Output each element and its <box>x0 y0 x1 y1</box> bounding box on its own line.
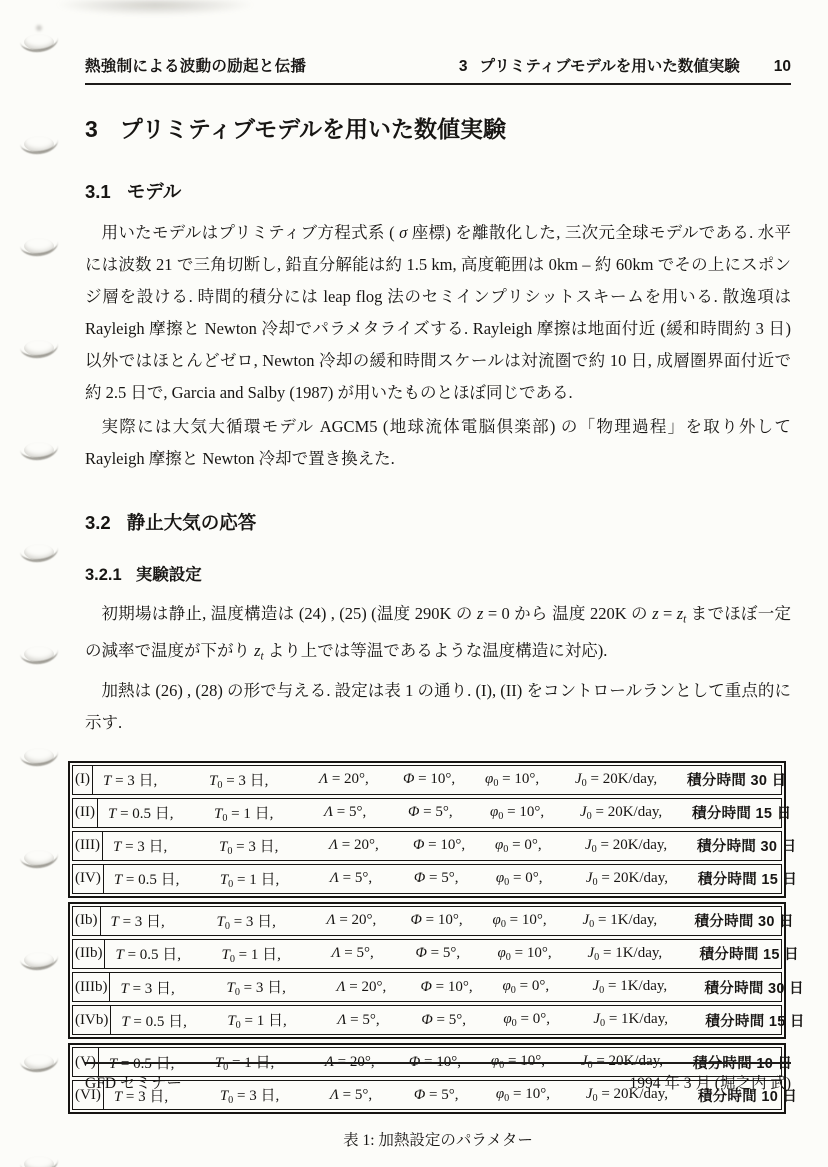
math-var: J <box>584 836 592 853</box>
param-value: = 20K/day, <box>596 836 668 853</box>
table-group <box>68 902 805 1039</box>
math-var: Φ <box>413 1086 426 1103</box>
param-value: = 10°, <box>421 912 463 929</box>
math-subscript: 0 <box>498 810 504 822</box>
math-subscript: 0 <box>592 1093 598 1105</box>
math-var: Λ <box>329 1086 339 1103</box>
math-var: J <box>593 1011 600 1028</box>
math-subscript: 0 <box>504 876 510 888</box>
param-value: = 0°, <box>515 978 550 994</box>
subsection-number: 3.1 <box>85 181 111 202</box>
param-value: = 20K/day, <box>597 1086 668 1103</box>
param-cell <box>503 1011 593 1029</box>
math-var: Φ <box>410 912 422 929</box>
integration-time: 積分時間 15 日 <box>697 872 798 889</box>
math-subscript: 0 <box>510 985 516 997</box>
row-content <box>104 865 805 893</box>
section-number: 3 <box>85 116 98 142</box>
param-value: = 20°, <box>328 771 369 788</box>
page-footer <box>85 1062 791 1093</box>
param-cell <box>408 804 490 821</box>
table-row <box>72 864 798 894</box>
math-var: z <box>477 604 484 623</box>
math-var: J <box>592 978 600 994</box>
param-cell <box>217 910 327 932</box>
param-value: = 20°, <box>338 837 379 854</box>
param-cell <box>115 943 221 964</box>
math-var: φ <box>495 1086 505 1103</box>
param-value: = 5°, <box>419 804 453 821</box>
math-subscript: 0 <box>493 777 499 789</box>
table-row <box>72 831 797 861</box>
math-var: J <box>585 1086 593 1103</box>
body-paragraph-model-2: 実際には大気大循環モデル AGCM5 (地球流体電脳倶楽部) の「物理過程」を取り外して Rayleigh 摩擦と Newton 冷却で置き換えた. <box>85 417 791 468</box>
math-subscript: 0 <box>599 985 605 997</box>
math-var: J <box>575 770 582 787</box>
math-var: T <box>216 913 225 930</box>
math-var: T <box>107 806 117 823</box>
param-value: = 10°, <box>414 771 456 788</box>
math-var: T <box>120 980 129 997</box>
param-cell <box>575 771 687 789</box>
running-header <box>85 0 791 76</box>
math-var: φ <box>485 770 494 787</box>
table-group <box>68 761 798 898</box>
param-cell <box>490 804 580 822</box>
subsection-heading-response <box>85 509 791 535</box>
math-subscript: 0 <box>222 812 228 824</box>
math-var: z <box>254 641 261 661</box>
param-value: = 5°, <box>338 1086 373 1103</box>
math-subscript: 0 <box>499 1060 505 1072</box>
math-var: J <box>587 944 595 961</box>
param-cell <box>209 769 319 791</box>
math-var: z <box>676 604 684 623</box>
math-var: T <box>218 838 228 855</box>
param-value: = 3 日, <box>229 913 276 930</box>
math-var: T <box>103 773 112 790</box>
param-value: = 5°, <box>425 1086 459 1103</box>
integration-time: 積分時間 30 日 <box>704 980 804 997</box>
page-number: 10 <box>773 58 791 75</box>
row-label: (Ib) <box>73 907 101 935</box>
running-section-title: プリミティブモデルを用いた数値実験 <box>479 58 740 75</box>
param-cell <box>220 868 330 890</box>
row-label: (IIIb) <box>73 973 110 1001</box>
param-value: = 20°, <box>333 1053 375 1070</box>
subsection-title: モデル <box>126 181 182 202</box>
math-var: Λ <box>329 870 339 887</box>
param-cell <box>111 910 217 931</box>
math-subscript: 0 <box>224 920 230 932</box>
param-value: = 0°, <box>508 836 542 853</box>
math-var: Φ <box>413 870 426 887</box>
param-value: = 20°, <box>335 912 377 929</box>
param-value: = 0.5 日, <box>116 806 174 823</box>
body-paragraph-setting-2: 加熱は (26) , (28) の形で与える. 設定は表 1 の通り. (I), (II) をコントロールランとして重点的に示す. <box>85 680 791 732</box>
param-value: = 10°, <box>424 837 466 854</box>
integration-time: 積分時間 30 日 <box>687 773 787 790</box>
math-var: T <box>226 980 235 996</box>
math-var: Λ <box>323 804 334 821</box>
math-var: T <box>219 1088 229 1105</box>
math-var: T <box>227 1013 236 1030</box>
math-var: Φ <box>415 945 427 962</box>
math-var: T <box>221 946 230 963</box>
param-cell <box>403 771 485 788</box>
math-var: T <box>209 772 218 789</box>
math-var: Φ <box>420 978 432 995</box>
param-value: = 1 日, <box>240 1013 287 1030</box>
math-subscript: 0 <box>503 843 509 855</box>
page-content <box>75 0 805 1150</box>
math-subscript: 0 <box>229 954 235 965</box>
param-value: = 1K/day, <box>599 944 663 961</box>
binding-hole <box>20 334 58 358</box>
math-var: Λ <box>331 945 341 962</box>
binding-hole <box>20 232 58 256</box>
param-cell <box>120 977 226 998</box>
param-value: = 10°, <box>431 978 473 995</box>
math-var: Λ <box>328 837 339 854</box>
param-cell <box>226 976 336 998</box>
param-cell <box>108 802 214 823</box>
param-value: = 10°, <box>510 944 552 961</box>
math-var: Φ <box>408 1053 421 1070</box>
binding-hole <box>20 640 58 664</box>
param-value: = 3 日, <box>122 1088 169 1105</box>
math-var: T <box>108 1055 118 1072</box>
param-value: = 10°, <box>420 1053 461 1070</box>
param-cell <box>583 912 695 930</box>
param-cell <box>502 978 592 996</box>
math-var: T <box>214 1055 224 1072</box>
section-title: プリミティブモデルを用いた数値実験 <box>119 116 506 142</box>
param-cell <box>113 835 219 856</box>
param-cell <box>413 837 495 854</box>
math-subscript: 0 <box>500 918 506 930</box>
param-value: = 20°, <box>345 978 387 995</box>
running-title-left: 熱強制による波動の励起と伝播 <box>85 58 307 75</box>
binding-hole <box>20 742 58 766</box>
row-label: (IV) <box>73 865 104 893</box>
param-value: = 3 日, <box>111 773 158 790</box>
math-subscript: 0 <box>586 810 592 822</box>
param-value: = 10°, <box>498 770 540 787</box>
param-value: = 10°, <box>505 911 547 928</box>
param-value: = 10°, <box>509 1086 550 1103</box>
param-value: = 3 日, <box>239 980 286 996</box>
math-subscript: 0 <box>504 1093 510 1105</box>
param-cell <box>327 912 411 929</box>
math-subscript: 0 <box>592 876 598 888</box>
param-value: = 1 日, <box>228 1055 275 1072</box>
math-var: σ <box>399 223 408 242</box>
math-var: J <box>582 911 590 928</box>
param-value: = 1K/day, <box>604 978 668 994</box>
running-section-number: 3 <box>458 58 468 75</box>
param-cell <box>330 870 414 887</box>
param-value: = 5°, <box>432 1011 466 1028</box>
math-var: T <box>213 805 223 822</box>
table-row <box>72 765 787 795</box>
math-var: T <box>219 871 229 888</box>
param-value: = 1 日, <box>233 871 280 888</box>
math-subscript: 0 <box>591 843 597 855</box>
param-value: = 3 日, <box>128 980 175 997</box>
table-row <box>72 1005 805 1035</box>
param-value: = 20K/day, <box>586 770 658 787</box>
param-value: = 3 日, <box>233 1088 280 1105</box>
binding-hole <box>20 28 58 52</box>
math-subscript: 0 <box>235 1020 241 1032</box>
math-var: φ <box>502 978 511 994</box>
param-value: = 1 日, <box>227 805 274 822</box>
param-cell <box>593 1011 705 1029</box>
integration-time: 積分時間 10 日 <box>692 1055 793 1072</box>
binding-hole <box>20 1048 58 1072</box>
param-cell <box>331 945 415 962</box>
math-var: z <box>652 604 659 623</box>
subsection-heading-model <box>85 178 791 204</box>
param-cell <box>415 945 497 962</box>
param-cell <box>319 771 403 788</box>
param-value: = 3 日, <box>222 772 269 789</box>
param-cell <box>580 804 692 822</box>
math-subscript: 0 <box>511 1018 517 1030</box>
subsection-title: 静止大気の応答 <box>126 512 257 533</box>
math-var: Λ <box>319 771 329 788</box>
param-cell <box>421 1012 503 1029</box>
param-cell <box>496 870 586 888</box>
math-subscript: 0 <box>594 952 600 963</box>
math-subscript: 0 <box>600 1018 606 1030</box>
math-subscript: 0 <box>505 952 511 963</box>
math-var: φ <box>492 911 501 928</box>
binding-hole <box>20 946 58 970</box>
integration-time: 積分時間 30 日 <box>694 914 794 931</box>
row-content <box>103 832 804 860</box>
row-content <box>110 973 811 1001</box>
param-value: = 5°, <box>340 945 374 962</box>
param-cell <box>337 1012 421 1029</box>
body-paragraph-model-1: 用いたモデルはプリミティブ方程式系 ( σ 座標) を離散化した, 三次元全球モデルである. 水平には波数 21 で三角切断し, 鉛直分解能は約 1.5 km, 高度範囲は 0km – 約 60km でその上にスポンジ層を設ける. 時間的積分には leap flog 法のセミインプリシットスキームを用いる. 散逸項は Rayleigh 摩擦と Newton 冷却でパラメタライズする. Rayleigh 摩擦は地面付近 (緩和時間約 3 日) 以外ではほとんどゼロ, Newton 冷却の緩和時間スケールは対流圏で約 10 日, 成層圏界面付近で約 2.5 日で, Garcia and Salby (1987) が用いたものとほぼ同じである. <box>85 223 791 402</box>
math-var: Λ <box>326 912 336 929</box>
param-cell <box>493 912 583 930</box>
math-var: T <box>112 839 122 856</box>
math-var: φ <box>495 869 505 886</box>
param-value: = 20K/day, <box>591 803 663 820</box>
param-value: = 0.5 日, <box>129 1013 187 1030</box>
row-label: (VI) <box>73 1081 104 1109</box>
param-cell <box>324 804 408 821</box>
param-value: = 5°, <box>426 945 461 962</box>
math-var: φ <box>489 803 499 820</box>
param-cell <box>214 802 324 824</box>
binding-hole <box>20 538 58 562</box>
table-row <box>72 906 794 936</box>
math-subscript: 0 <box>227 845 233 857</box>
param-value: = 5°, <box>338 870 373 887</box>
math-subscript: 0 <box>228 1095 234 1107</box>
table-row <box>72 972 804 1002</box>
param-cell <box>495 837 585 855</box>
param-cell <box>497 945 587 963</box>
row-label: (V) <box>73 1048 99 1076</box>
param-cell <box>103 769 209 790</box>
math-subscript: t <box>260 650 264 663</box>
row-content <box>101 907 802 935</box>
param-cell <box>336 979 420 996</box>
integration-time: 積分時間 30 日 <box>696 839 797 856</box>
param-cell <box>411 912 493 929</box>
integration-time: 積分時間 15 日 <box>699 947 799 964</box>
param-cell <box>219 835 329 857</box>
param-value: = 0°, <box>516 1011 550 1028</box>
param-value: = 10°, <box>503 803 545 820</box>
math-subscript: 0 <box>228 878 234 890</box>
body-paragraph-setting-1: 初期場は静止, 温度構造は (24) , (25) (温度 290K の z = 0 から 温度 220K の $z = z_t$ までほぼ一定の減率で温度が下がり $z_t$ より上では等温であるような温度構造に対応). <box>85 604 791 663</box>
param-value: = 20K/day, <box>592 1053 663 1070</box>
param-cell <box>121 1010 227 1031</box>
subsubsection-title: 実験設定 <box>135 566 202 584</box>
param-value: = 1 日, <box>234 946 281 963</box>
math-var: Λ <box>324 1053 334 1070</box>
math-var: T <box>115 947 124 964</box>
param-value: = 20K/day, <box>597 869 668 886</box>
math-var: φ <box>494 836 504 853</box>
footer-right: 1994 年 3 月 (堀之内 武) <box>629 1075 791 1092</box>
param-cell <box>485 771 575 789</box>
math-subscript: 0 <box>589 918 595 930</box>
binding-hole <box>20 436 58 460</box>
param-value: = 0.5 日, <box>117 1055 175 1072</box>
param-value: = 0.5 日, <box>123 947 182 964</box>
param-value: = 3 日, <box>232 838 279 855</box>
math-var: J <box>579 803 587 820</box>
table-row <box>72 798 792 828</box>
math-var: J <box>585 869 593 886</box>
param-cell <box>227 1009 337 1031</box>
math-var: Φ <box>403 771 415 788</box>
math-var: T <box>121 1013 130 1030</box>
subsubsection-number: 3.2.1 <box>85 566 122 584</box>
param-cell <box>592 978 704 996</box>
param-value: = 0.5 日, <box>122 872 180 889</box>
param-value: = 5°, <box>425 870 459 887</box>
param-value: = 3 日, <box>121 839 168 856</box>
param-cell <box>114 868 220 889</box>
param-cell <box>329 837 413 854</box>
math-var: T <box>113 1088 123 1105</box>
running-title-right <box>459 54 791 76</box>
row-label: (III) <box>73 832 103 860</box>
param-cell <box>420 979 502 996</box>
integration-time: 積分時間 15 日 <box>691 806 792 823</box>
math-subscript: t <box>683 613 687 626</box>
footer-left: GFD セミナー <box>85 1075 182 1092</box>
integration-time: 積分時間 10 日 <box>697 1088 798 1105</box>
param-value: = 1K/day, <box>594 911 658 928</box>
param-cell <box>414 870 496 887</box>
section-heading <box>85 111 791 144</box>
math-var: φ <box>490 1053 500 1070</box>
header-rule <box>85 83 791 85</box>
subsubsection-heading-setting <box>85 561 791 585</box>
math-var: T <box>113 872 123 889</box>
param-value: = 10°, <box>504 1053 545 1070</box>
math-var: φ <box>503 1011 512 1028</box>
math-subscript: 0 <box>581 777 587 789</box>
subsection-number: 3.2 <box>85 512 111 533</box>
param-cell <box>585 837 697 855</box>
math-var: Λ <box>336 978 346 995</box>
math-var: φ <box>497 944 506 961</box>
row-label: (I) <box>73 766 93 794</box>
param-value: = 1K/day, <box>605 1011 668 1028</box>
integration-time: 積分時間 15 日 <box>705 1013 805 1030</box>
math-var: Φ <box>412 837 425 854</box>
math-var: Λ <box>337 1011 347 1028</box>
row-label: (II) <box>73 799 98 827</box>
math-subscript: 0 <box>217 779 223 791</box>
math-var: Φ <box>407 804 420 821</box>
row-label: (IIb) <box>73 940 105 968</box>
math-subscript: 0 <box>223 1062 229 1074</box>
param-cell <box>587 945 699 963</box>
param-value: = 5°, <box>333 804 367 821</box>
binding-hole <box>20 844 58 868</box>
row-content <box>98 799 799 827</box>
math-subscript: 0 <box>234 987 240 999</box>
table-caption: 表 1: 加熱設定のパラメター <box>343 1132 533 1150</box>
binding-hole <box>20 130 58 154</box>
row-content <box>111 1006 812 1034</box>
math-var: T <box>110 914 119 931</box>
row-content <box>105 940 806 968</box>
param-cell <box>586 870 698 888</box>
table-row <box>72 939 799 969</box>
math-var: J <box>580 1053 588 1070</box>
math-subscript: 0 <box>587 1060 593 1072</box>
math-var: Φ <box>421 1011 433 1028</box>
row-content <box>93 766 794 794</box>
param-cell <box>221 943 331 965</box>
param-value: = 5°, <box>346 1011 380 1028</box>
binding-hole <box>20 1150 58 1167</box>
row-label: (IVb) <box>73 1006 111 1034</box>
param-value: = 3 日, <box>118 914 165 931</box>
param-value: = 0°, <box>509 869 543 886</box>
